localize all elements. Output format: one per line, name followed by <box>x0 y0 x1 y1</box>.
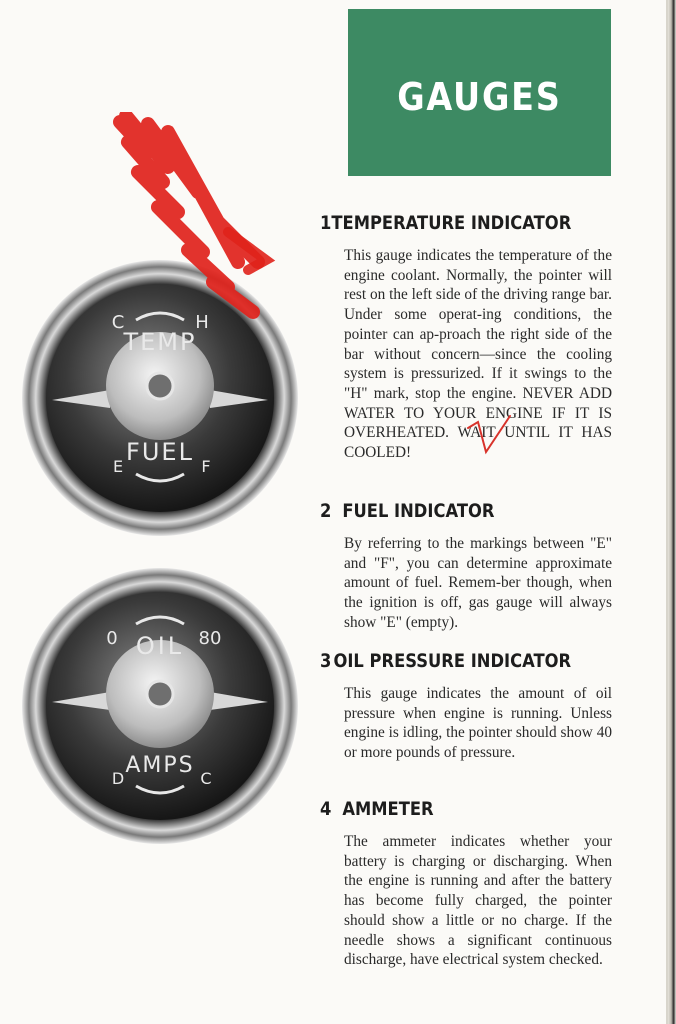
charge-label: C <box>200 769 212 788</box>
section-heading <box>320 650 571 676</box>
section-number: 4 <box>320 798 332 820</box>
section-title: AMMETER <box>342 798 434 820</box>
section-ammeter <box>320 798 612 970</box>
section-oil-pressure <box>320 650 612 763</box>
section-title: TEMPERATURE INDICATOR <box>331 212 572 234</box>
discharge-label: D <box>111 769 125 788</box>
section-heading <box>320 798 571 824</box>
oil-max-label: 80 <box>198 628 222 649</box>
full-label: F <box>201 457 211 476</box>
section-body: By referring to the markings between "E" and "F", you can determine approximate amount of fuel. Remem-ber though, when the ignition is off, gas gauge will always show "E" (empty). <box>344 535 612 631</box>
oil-amps-gauge <box>20 566 300 851</box>
section-body: This gauge indicates the temperature of the engine coolant. Normally, the pointer will rest on the left side of the driving range bar. Under some operat-ing conditions, the pointer can ap-proach the right side of the bar without concern—since the cooling system is pressurized. If it swings to the "H" mark, stop the engine. NEVER ADD WATER TO YOUR ENGINE IF IT IS OVERHEATED. WAIT UNTIL IT HAS COOLED! <box>344 247 612 462</box>
page-edge <box>668 0 676 1024</box>
amps-label: AMPS <box>125 753 195 778</box>
section-number: 3 <box>320 650 332 672</box>
oil-amps-gauge-illustration <box>20 566 300 846</box>
page-title: GAUGES <box>397 74 562 119</box>
section-title: FUEL INDICATOR <box>342 500 495 522</box>
section-body: This gauge indicates the amount of oil pressure when engine is running. Unless engine is idling, the pointer should show 40 or more pounds of pressure. <box>344 685 612 762</box>
red-scribble-mark <box>108 112 278 332</box>
section-heading <box>320 500 571 526</box>
fuel-label: FUEL <box>126 438 194 466</box>
hot-label: H <box>195 312 209 333</box>
pointer-pivot <box>147 373 173 399</box>
section-number: 2 <box>320 500 332 522</box>
gauges-banner <box>348 9 611 176</box>
section-body: The ammeter indicates whether your battery is charging or discharging. When the engine is running and after the battery has become fully charged, the pointer should show a little or no charge. If the needle shows a significant continuous discharge, have electrical system checked. <box>344 833 612 969</box>
cold-label: C <box>111 312 125 333</box>
empty-label: E <box>112 457 124 476</box>
oil-min-label: 0 <box>106 628 118 649</box>
section-title: OIL PRESSURE INDICATOR <box>333 650 572 672</box>
temp-label: TEMP <box>123 328 197 356</box>
red-check-mark <box>462 412 522 462</box>
oil-label: OIL <box>135 632 185 660</box>
section-number: 1 <box>320 212 332 234</box>
section-heading <box>320 212 571 238</box>
section-fuel <box>320 500 612 633</box>
pointer-pivot <box>147 681 173 707</box>
